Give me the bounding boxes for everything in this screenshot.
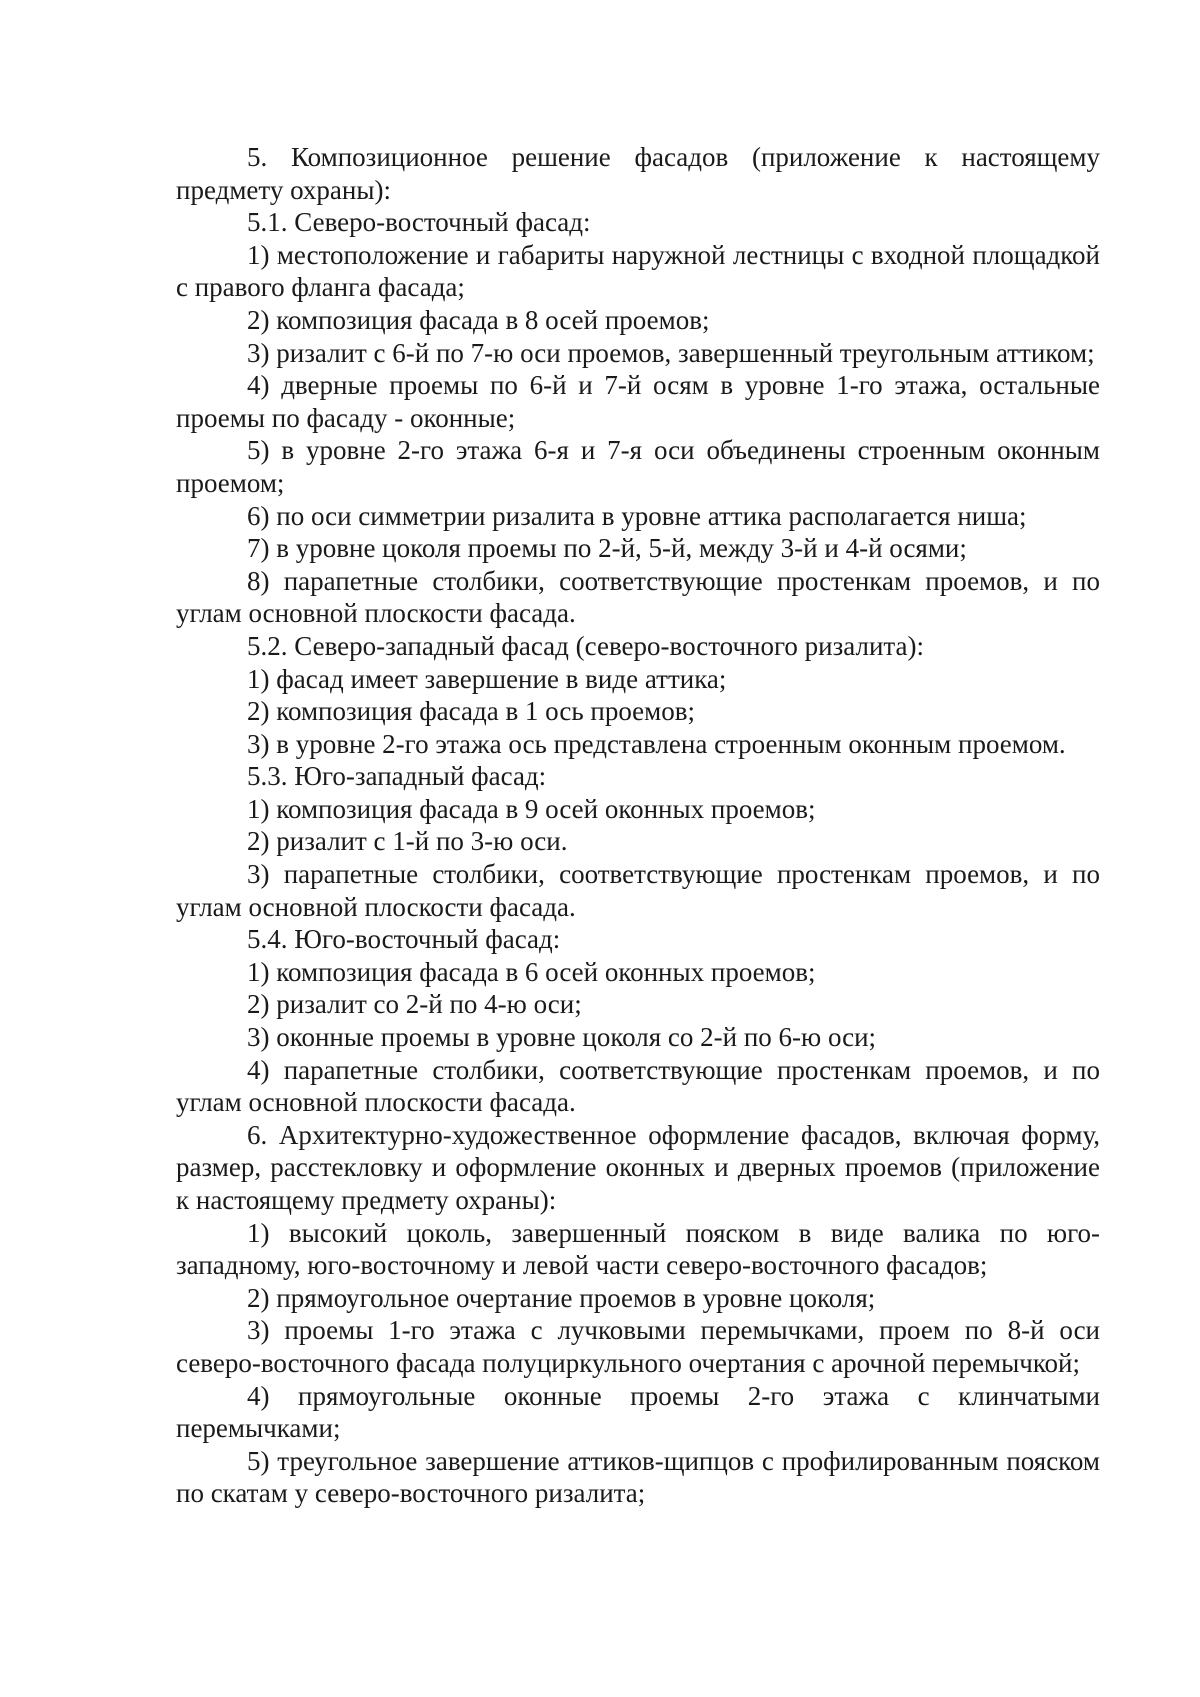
list-item: 4) дверные проемы по 6-й и 7-й осям в уровне 1-го этажа, остальные проемы по фасаду - оконные; [176, 370, 1100, 433]
list-item: 1) композиция фасада в 9 осей оконных проемов; [247, 793, 816, 824]
list-item: 3) парапетные столбики, соответствующие простенкам проемов, и по углам основной плоскости фасада. [176, 859, 1100, 922]
list-item: 2) ризалит со 2-й по 4-ю оси; [247, 989, 582, 1020]
list-item: 8) парапетные столбики, соответствующие простенкам проемов, и по углам основной плоскости фасада. [176, 565, 1100, 629]
paragraph-5-4: 5.4. Юго-восточный фасад: [247, 924, 561, 955]
list-item: 1) фасад имеет завершение в виде аттика; [247, 663, 727, 694]
paragraph-6: 6. Архитектурно-художественное оформление фасадов, включая форму, размер, расстекловку и оформление оконных и дверных проемов (приложение к настоящему предмету охраны): [176, 1119, 1100, 1215]
paragraph-5-3: 5.3. Юго-западный фасад: [247, 761, 547, 792]
list-item: 4) парапетные столбики, соответствующие простенкам проемов, и по углам основной плоскости фасада. [176, 1054, 1100, 1118]
list-item: 2) композиция фасада в 1 ось проемов; [247, 696, 696, 727]
list-item: 1) высокий цоколь, завершенный пояском в виде валика по юго-западному, юго-восточному и левой части северо-восточного фасадов; [176, 1217, 1100, 1281]
list-item: 5) треугольное завершение аттиков-щипцов с профилированным пояском по скатам у северо-восточного ризалита; [176, 1445, 1100, 1509]
list-item: 3) в уровне 2-го этажа ось представлена строенным оконным проемом. [247, 728, 1066, 759]
document-body [176, 141, 1100, 1510]
list-item: 2) ризалит с 1-й по 3-ю оси. [247, 826, 568, 857]
paragraph-5-1: 5.1. Северо-восточный фасад: [247, 207, 591, 238]
list-item: 3) оконные проемы в уровне цоколя со 2-й по 6-ю оси; [247, 1022, 877, 1053]
list-item: 6) по оси симметрии ризалита в уровне аттика располагается ниша; [247, 500, 1027, 531]
list-item: 5) в уровне 2-го этажа 6-я и 7-я оси объединены строенным оконным проемом; [176, 435, 1100, 498]
paragraph-5: 5. Композиционное решение фасадов (приложение к настоящему предмету охраны): [176, 142, 1100, 205]
list-item: 2) прямоугольное очертание проемов в уровне цоколя; [247, 1282, 876, 1313]
list-item: 3) ризалит с 6-й по 7-ю оси проемов, завершенный треугольным аттиком; [247, 337, 1095, 368]
list-item: 1) композиция фасада в 6 осей оконных проемов; [247, 956, 816, 987]
list-item: 1) местоположение и габариты наружной лестницы с входной площадкой с правого фланга фасада; [176, 239, 1100, 303]
list-item: 4) прямоугольные оконные проемы 2-го этажа с клинчатыми перемычками; [176, 1380, 1100, 1444]
list-item: 3) проемы 1-го этажа с лучковыми перемычками, проем по 8-й оси северо-восточного фасада полуциркульного очертания с арочной перемычкой; [176, 1315, 1100, 1378]
list-item: 7) в уровне цоколя проемы по 2-й, 5-й, между 3-й и 4-й осями; [247, 533, 967, 564]
list-item: 2) композиция фасада в 8 осей проемов; [247, 304, 710, 335]
paragraph-5-2: 5.2. Северо-западный фасад (северо-восточного ризалита): [247, 630, 925, 661]
